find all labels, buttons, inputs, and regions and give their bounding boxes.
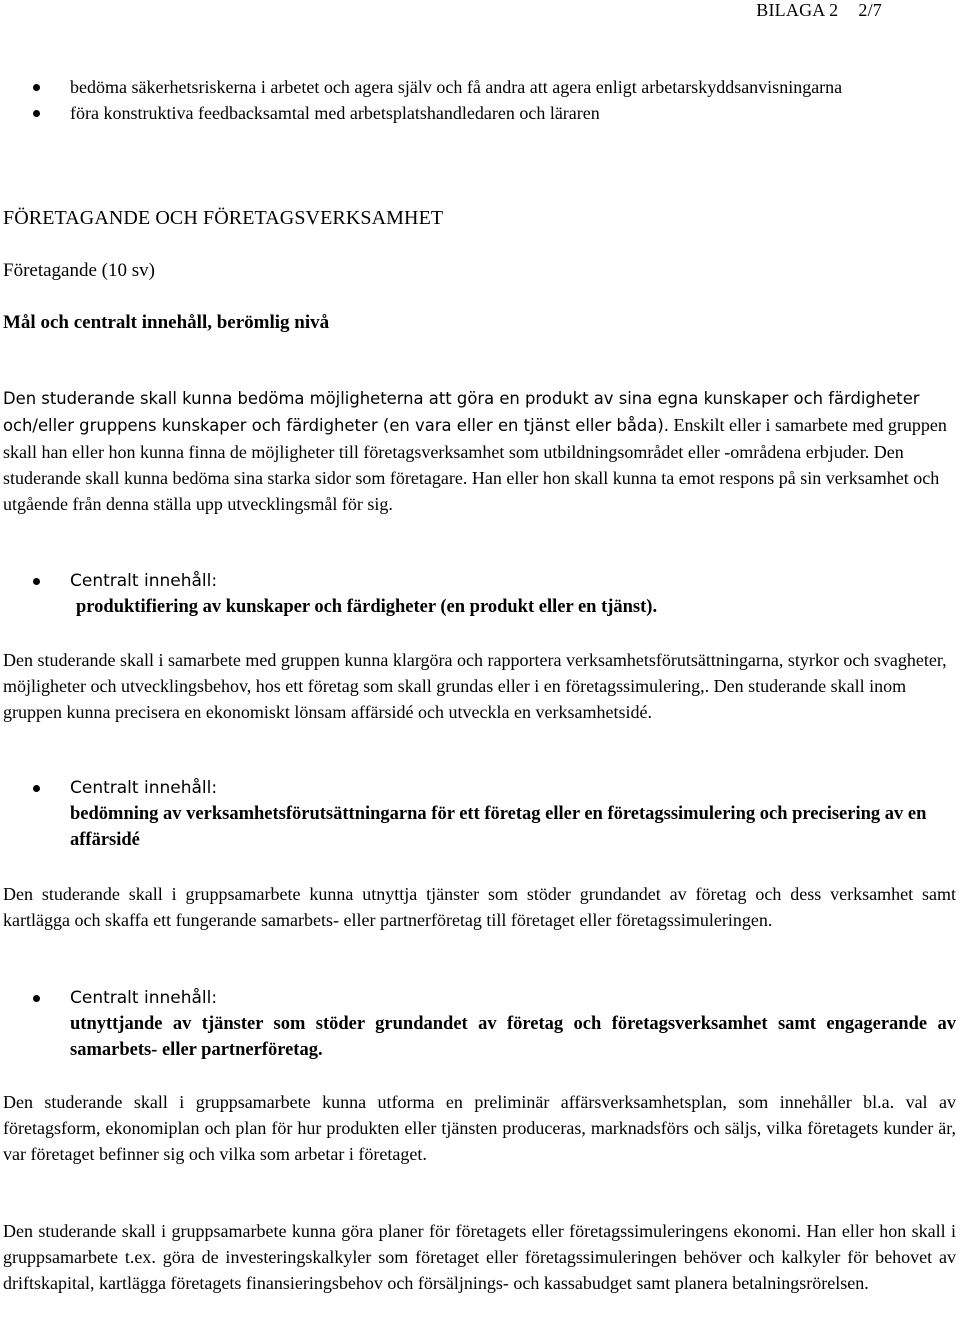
list-item: [3, 568, 956, 620]
paragraph-2: Den studerande skall i gruppsamarbete kunna utnyttja tjänster som stöder grundandet av företag och dess verksamhet samt kartlägga och skaffa ett fungerande samarbets- eller partnerföretag till företaget eller företagssimuleringen.: [3, 884, 956, 930]
section-title: FÖRETAGANDE OCH FÖRETAGSVERKSAMHET: [3, 207, 444, 229]
list-item: [3, 775, 956, 853]
bullet-icon: [33, 84, 40, 91]
list-item: [3, 74, 956, 100]
central-text: bedömning av verksamhetsförutsättningarna för ett företag eller en företagssimulering och precisering av en affärsidé: [70, 804, 927, 850]
central-label: Centralt innehåll:: [70, 571, 218, 591]
top-bullet-list: [3, 74, 956, 126]
bullet-icon: [33, 110, 40, 117]
paragraph-3: Den studerande skall i gruppsamarbete kunna utforma en preliminär affärsverksamhetsplan, som innehåller bl.a. val av företagsform, ekonomiplan och plan för hur produkten eller tjänsten produceras, marknadsförs och säljs, vilka företagets kunder är, var företaget befinner sig och vilka som arbetar i företaget.: [3, 1092, 956, 1164]
page-number: 2/7: [858, 0, 882, 20]
list-item-text: föra konstruktiva feedbacksamtal med arbetsplatshandledaren och läraren: [70, 103, 600, 123]
section-subtitle: Företagande (10 sv): [3, 260, 155, 281]
bullet-icon: [33, 578, 40, 585]
page-header: [756, 0, 882, 23]
central-text: utnyttjande av tjänster som stöder grundandet av företag och företagsverksamhet samt engagerande av samarbets- eller partnerföretag.: [70, 1014, 956, 1060]
intro-serif-text: Enskilt eller i samarbete med gruppen skall han eller hon kunna finna de möjligheter till företagsverksamhet som utbildningsområdet eller -områdena erbjuder. Den studerande skall kunna bedöma sina starka sidor som företagare. Han eller hon skall kunna ta emot respons på sin verksamhet och utgående från denna ställa upp utvecklingsmål för sig.: [3, 415, 947, 514]
central-content-3: [3, 985, 956, 1063]
appendix-label: BILAGA 2: [756, 0, 839, 20]
central-label: Centralt innehåll:: [70, 778, 218, 798]
level-title: Mål och centralt innehåll, berömlig nivå: [3, 312, 330, 333]
list-item: [3, 100, 956, 126]
paragraph-1: Den studerande skall i samarbete med gruppen kunna klargöra och rapportera verksamhetsförutsättningarna, styrkor och svagheter, möjligheter och utvecklingsbehov, hos ett företag som skall grundas eller i en företagssimulering,. Den studerande skall inom gruppen kunna precisera en ekonomiskt lönsam affärsidé och utveckla en verksamhetsidé.: [3, 650, 947, 722]
central-content-2: [3, 775, 956, 853]
bullet-icon: [33, 995, 40, 1002]
list-item: [3, 985, 956, 1063]
central-text: produktifiering av kunskaper och färdigheter (en produkt eller en tjänst).: [76, 597, 658, 617]
intro-paragraph: [3, 385, 956, 517]
central-content-1: [3, 568, 956, 620]
central-label: Centralt innehåll:: [70, 988, 218, 1008]
intro-sans-text: Den studerande skall kunna bedöma möjligheterna att göra en produkt av sina egna kunskaper och färdigheter och/eller gruppens kunskaper och färdigheter (en vara eller en tjänst eller båda).: [3, 389, 920, 435]
list-item-text: bedöma säkerhetsriskerna i arbetet och agera själv och få andra att agera enligt arbetarskyddsanvisningarna: [70, 77, 843, 97]
bullet-icon: [33, 785, 40, 792]
paragraph-4: Den studerande skall i gruppsamarbete kunna göra planer för företagets eller företagssimuleringens ekonomi. Han eller hon skall i gruppsamarbete t.ex. göra de investeringskalkyler som företaget eller företagssimuleringen behöver och kalkyler för behovet av driftskapital, kartlägga företagets finansieringsbehov och försäljnings- och kassabudget samt planera betalningsrörelsen.: [3, 1221, 956, 1293]
